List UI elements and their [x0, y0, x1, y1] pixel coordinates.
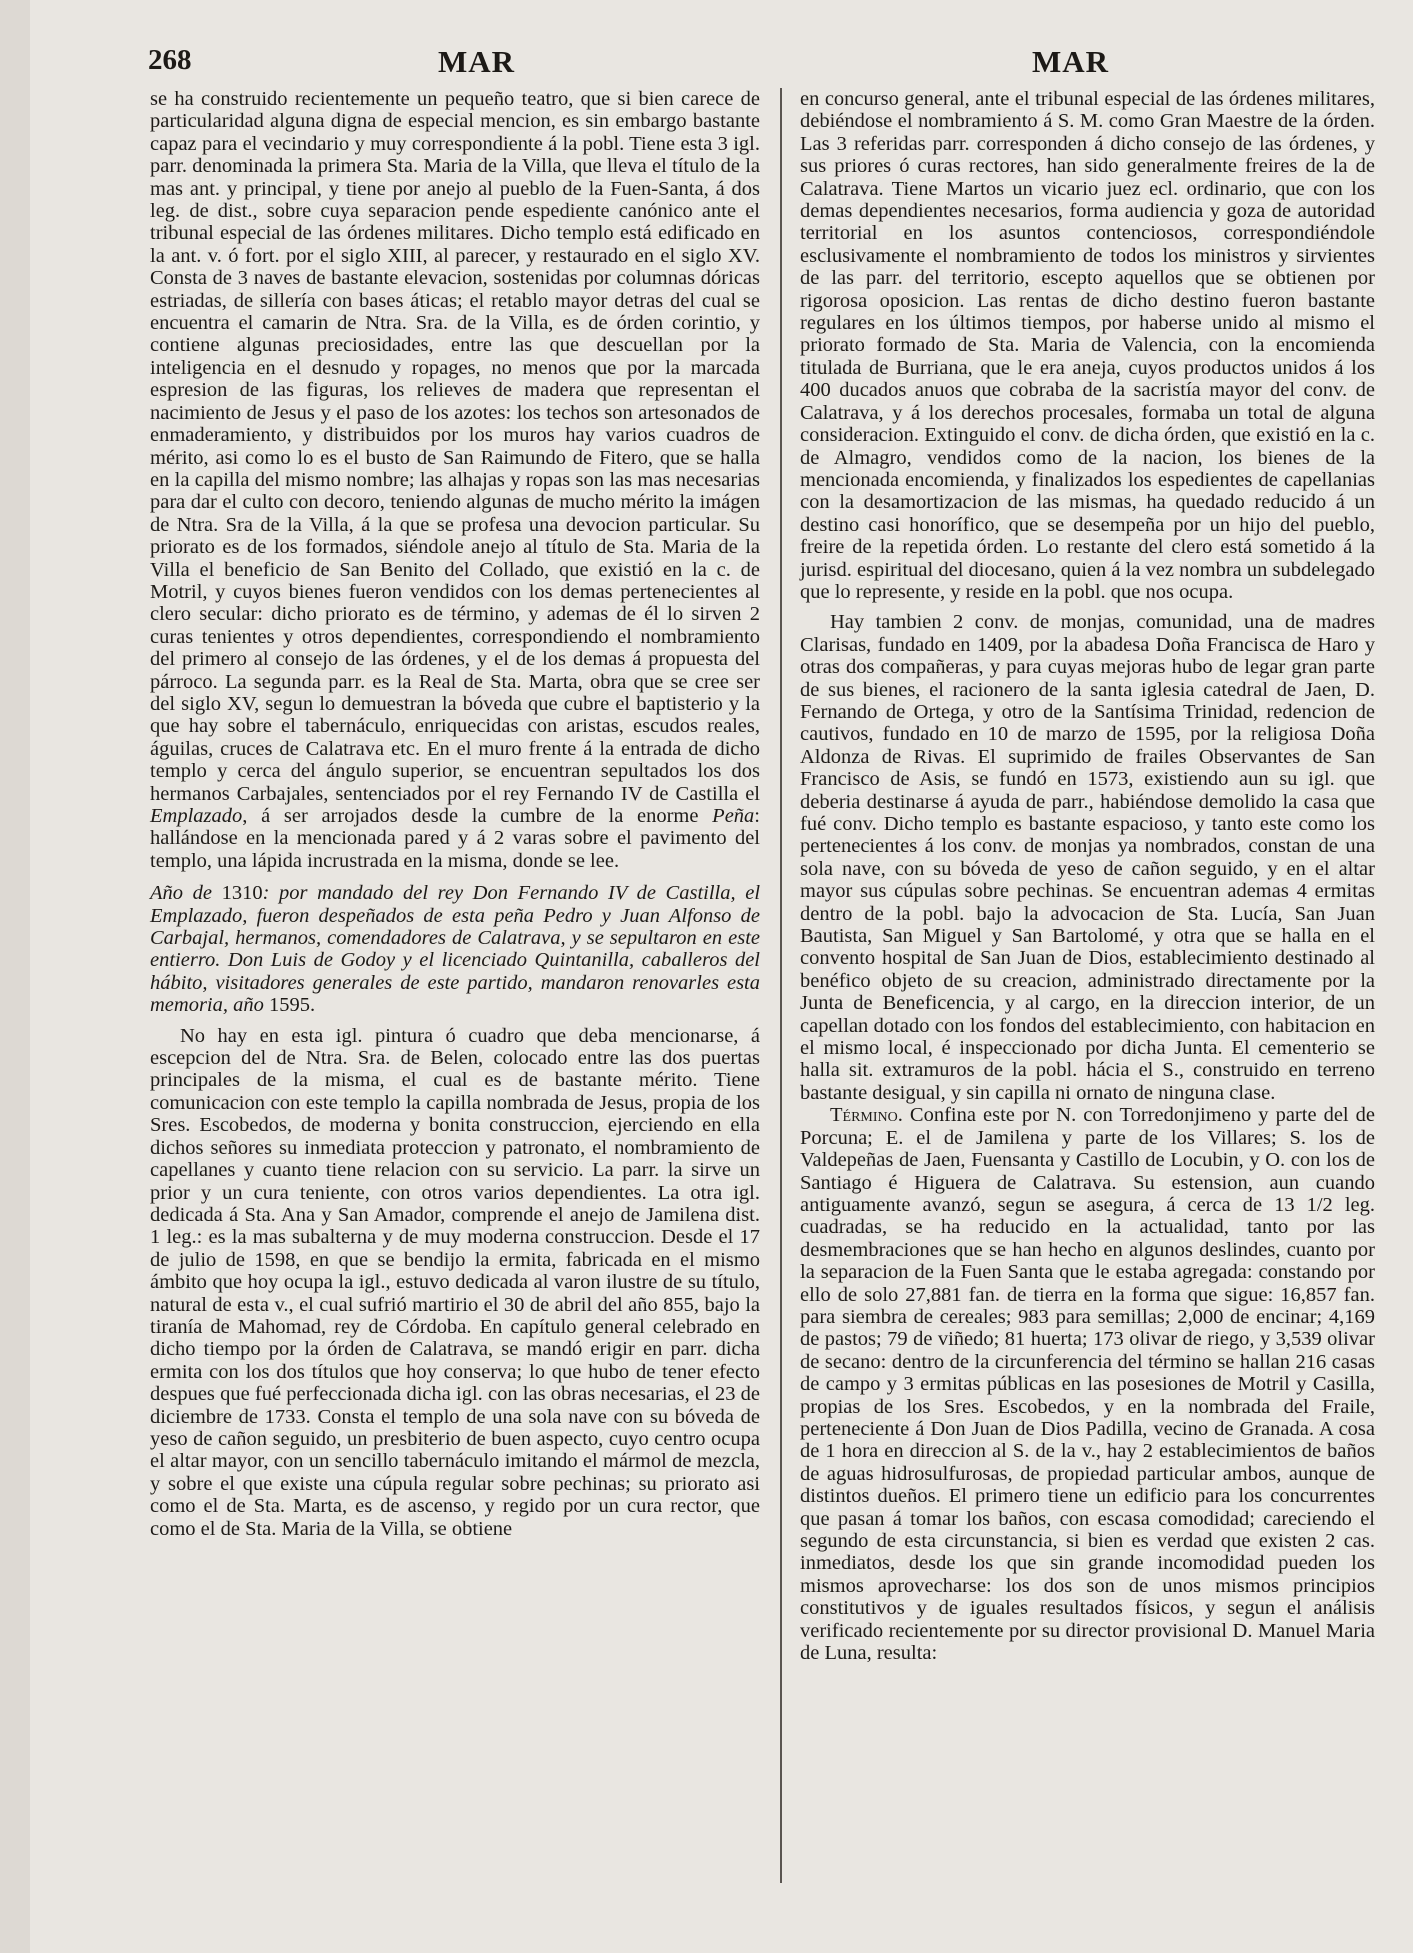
right-running-head: MAR [1032, 44, 1110, 79]
right-p3-text: Confina este por N. con Torredonjimeno y parte del de Porcuna; E. el de Jamilena y parte de los Villares; S. los de Valdepeñas de Jaen, Fuensanta y Castillo de Locubin, y O. con los de Santiago é Higuera de Calatrava. Su estension, aun cuando antiguamente avanzó, segun se asegura, á cerca de 13 1/2 leg. cuadradas, se ha reducido en la actualidad, tanto por las desmembraciones que se han hecho en algunos deslindes, cuanto por la separacion de la Fuen Santa que le estaba agregada: constando por ello de solo 27,881 fan. de tierra en la forma que sigue: 16,857 fan. para siembra de cereales; 983 para semillas; 2,000 de encinar; 4,169 de pastos; 79 de viñedo; 81 huerta; 173 olivar de riego, y 3,539 olivar de secano: dentro de la circunferencia del término se hallan 216 casas de campo y 3 ermitas públicas en las posesiones de Motril y Casilla, propias de los Sres. Escobedos, y en la nombrada del Fraile, perteneciente á Don Juan de Dios Padilla, vecino de Granada. A cosa de 1 hora en direccion al S. de la v., hay 2 establecimientos de baños de aguas hidrosulfurosas, de propiedad particular ambos, aunque de distintos dueños. El primero tiene un edificio para los concurrentes que pasan á tomar los baños, con escasa comodidad; careciendo el segundo de esta circunstancia, si bien es verdad que existen 2 cas. inmediatos, desde los que sin grande incomodidad pueden los mismos aprovecharse: los dos son de unos mismos principios constitutivos y de iguales resultados físicos, y segun el análisis verificado recientemente por su director provisional D. Manuel Maria de Luna, resulta: [800, 1104, 1376, 1665]
left-column [150, 88, 760, 1540]
left-p1-end: : hallándose en la mencionada pared y á 2 varas sobre el pavimento del templo, una lápida incrustrada en la misma, donde se lee. [150, 805, 760, 872]
left-paragraph-1 [150, 88, 760, 872]
right-column [800, 88, 1375, 1664]
left-p1-mid: , á ser arrojados desde la cumbre de la enorme [242, 805, 699, 827]
left-p1-emphasis-2: Peña [712, 805, 755, 827]
left-paragraph-2: No hay en esta igl. pintura ó cuadro que deba mencionarse, á escepcion del de Ntra. Sra. de Belen, colocado entre las dos puertas principales de la misma, el cual es de bastante mérito. Tiene comunicacion con este templo la capilla nombrada de Jesus, propia de los Sres. Escobedos, de moderna y bonita construccion, ejerciendo en ella dichos señores su inmediata proteccion y patronato, el nombramiento de capellanes y cuanto tiene relacion con su servicio. La parr. la sirve un prior y un cura teniente, con otros varios dependientes. La otra igl. dedicada á Sta. Ana y San Amador, comprende el anejo de Jamilena dist. 1 leg.: es la mas subalterna y de muy moderna construccion. Desde el 17 de julio de 1598, en que se bendijo la ermita, fabricada en el mismo ámbito que hoy ocupa la igl., estuvo dedicada al varon ilustre de su título, natural de esta v., el cual sufrió martirio el 30 de abril del año 855, bajo la tiranía de Mahomad, rey de Córdoba. En capítulo general celebrado en dicho tiempo por la órden de Calatrava, se mandó erigir en parr. dicha ermita con los dos títulos que hoy conserva; lo que hubo de tener efecto despues que fué perfeccionada dicha igl. con las obras necesarias, el 23 de diciembre de 1733. Consta el templo de una sola nave con su bóveda de yeso de cañon seguido, un presbiterio de buen aspecto, cuyo centro ocupa el altar mayor, con un sencillo tabernáculo imitando el mármol de mezcla, y sobre el que existe una cúpula regular sobre pechinas; su priorato asi como el de Sta. Marta, es de ascenso, y regido por un cura rector, que como el de Sta. Maria de la Villa, se obtiene [150, 1024, 760, 1540]
left-p1-text: se ha construido recientemente un pequeño teatro, que si bien carece de particularidad alguna digna de especial mencion, es sin embargo bastante capaz para el vecindario y muy correspondiente á la pobl. Tiene esta 3 igl. parr. denominada la primera Sta. Maria de la Villa, que lleva el título de la mas ant. y principal, y tiene por anejo al pueblo de la Fuen-Santa, á dos leg. de dist., sobre cuya separacion pende espediente canónico ante el tribunal especial de las órdenes militares. Dicho templo está edificado en la ant. v. ó fort. por el siglo XIII, al parecer, y restaurado en el siglo XV. Consta de 3 naves de bastante elevacion, sostenidas por columnas dóricas estriadas, de sillería con bases áticas; el retablo mayor detras del cual se encuentra el camarin de Ntra. Sra. de la Villa, es de órden corintio, y contiene algunas preciosidades, entre las que descuellan por la inteligencia en el desnudo y ropages, no menos que por la marcada espresion de las figuras, los relieves de madera que representan el nacimiento de Jesus y el paso de los azotes: los techos son artesonados de enmaderamiento, y distribuidos por los muros hay varios cuadros de mérito, asi como lo es el busto de San Raimundo de Fitero, que se halla en la capilla del mismo nombre; las alhajas y ropas son las mas necesarias para dar el culto con decoro, teniendo algunas de mucho mérito la imágen de Ntra. Sra de la Villa, á la que se profesa una devocion particular. Su priorato es de los formados, siéndole anejo al título de Sta. Maria de la Villa el beneficio de San Benito del Collado, que existió en la c. de Motril, y cuyos bienes fueron vendidos con los demas pertenecientes al clero secular: dicho priorato es de término, y ademas de él lo sirven 2 curas tenientes y otros dependientes, correspondiendo el nombramiento del primero al consejo de las órdenes, y el de los demas á propuesta del párroco. La segunda parr. es la Real de Sta. Marta, obra que se cree ser del siglo XV, segun lo demuestran la bóveda que cubre el baptisterio y la que hay sobre el tabernáculo, enriquecidas con aristas, escudos reales, águilas, cruces de Calatrava etc. En el muro frente á la entrada de dicho templo y cerca del ángulo superior, se encuentran sepultados los dos hermanos Carbajales, sentenciados por el rey Fernando IV de Castilla el [150, 88, 760, 805]
termino-label: Término. [830, 1104, 903, 1127]
left-running-head: MAR [438, 44, 516, 79]
inscription-year: 1310 [221, 882, 263, 905]
page-edge [0, 0, 30, 1953]
right-paragraph-2: Hay tambien 2 conv. de monjas, comunidad, una de madres Clarisas, fundado en 1409, por la abadesa Doña Francisca de Haro y otras dos compañeras, y para cuyas mejoras hubo de legar gran parte de sus bienes, el racionero de la santa iglesia catedral de Jaen, D. Fernando de Ortega, y otro de la Santísima Trinidad, redencion de cautivos, fundado en 10 de marzo de 1595, por la religiosa Doña Aldonza de Rivas. El suprimido de frailes Observantes de San Francisco de Asis, se fundó en 1573, existiendo aun su igl. que deberia destinarse á ayuda de parr., habiéndose demolido la casa que fué conv. Dicho templo es bastante espacioso, y tanto este como los pertenecientes á los conv. de monjas ya nombrados, constan de una sola nave, con su bóveda de yeso de cañon seguido, y en el altar mayor sus cúpulas sobre pechinas. Se encuentran ademas 4 ermitas dentro de la pobl. bajo la advocacion de Sta. Lucía, San Juan Bautista, San Miguel y San Bartolomé, y otra que se halla en el convento hospital de San Juan de Dios, establecimiento destinado al benéfico objeto de su creacion, administrado directamente por la Junta de Beneficencia, y al cargo, en la direccion interior, de un capellan dotado con los fondos del establecimiento, con habitacion en el mismo local, é inspeccionado por dicha Junta. El cementerio se halla sit. extramuros de la pobl. hácia el S., construido en terreno bastante desigual, y sin capilla ni ornato de ninguna clase. [800, 611, 1375, 1104]
inscription [150, 882, 760, 1016]
inscription-end-year: 1595. [269, 994, 316, 1017]
right-paragraph-3 [800, 1104, 1375, 1664]
column-divider [780, 88, 782, 1883]
page-number: 268 [148, 44, 192, 76]
right-paragraph-1: en concurso general, ante el tribunal especial de las órdenes militares, debiéndose el nombramiento á S. M. como Gran Maestre de la órden. Las 3 referidas parr. corresponden á dicho consejo de las órdenes, y sus priores ó curas rectores, han sido generalmente freires de la de Calatrava. Tiene Martos un vicario juez ecl. ordinario, que con los demas dependientes necesarios, forma audiencia y goza de autoridad territorial en los asuntos contenciosos, correspondiéndole esclusivamente el nombramiento de todos los ministros y sirvientes de las parr. del territorio, escepto aquellos que se obtienen por rigorosa oposicion. Las rentas de dicho destino fueron bastante regulares en los últimos tiempos, por haberse unido al mismo el priorato formado de Sta. Maria de Valencia, con la encomienda titulada de Burriana, que le era aneja, cuyos productos unidos á los 400 ducados anuos que cobraba de la sacristía mayor del conv. de Calatrava, y á los derechos procesales, formaba un total de alguna consideracion. Extinguido el conv. de dicha órden, que existió en la c. de Almagro, vendidos como de la nacion, los bienes de la mencionada encomienda, y finalizados los espedientes de capellanias con la desamortizacion de las mismas, ha quedado reducido á un destino casi honorífico, que se desempeña por un hijo del pueblo, freire de la repetida órden. Lo restante del clero está sometido á la jurisd. espiritual del diocesano, quien á la vez nombra un subdelegado que lo represente, y reside en la pobl. que nos ocupa. [800, 88, 1375, 603]
running-header [148, 44, 1373, 84]
inscription-pre: Año de [150, 882, 212, 905]
left-p1-emphasis-1: Emplazado [150, 805, 243, 827]
inscription-body: : por mandado del rey Don Fernando IV de Castilla, el Emplazado, fueron despeñados de esta peña Pedro y Juan Alfonso de Carbajal, hermanos, comendadores de Calatrava, y se sepultaron en este entierro. Don Luis de Godoy y el licenciado Quintanilla, caballeros del hábito, visitadores generales de este partido, mandaron renovarles esta memoria, año [150, 882, 761, 1017]
